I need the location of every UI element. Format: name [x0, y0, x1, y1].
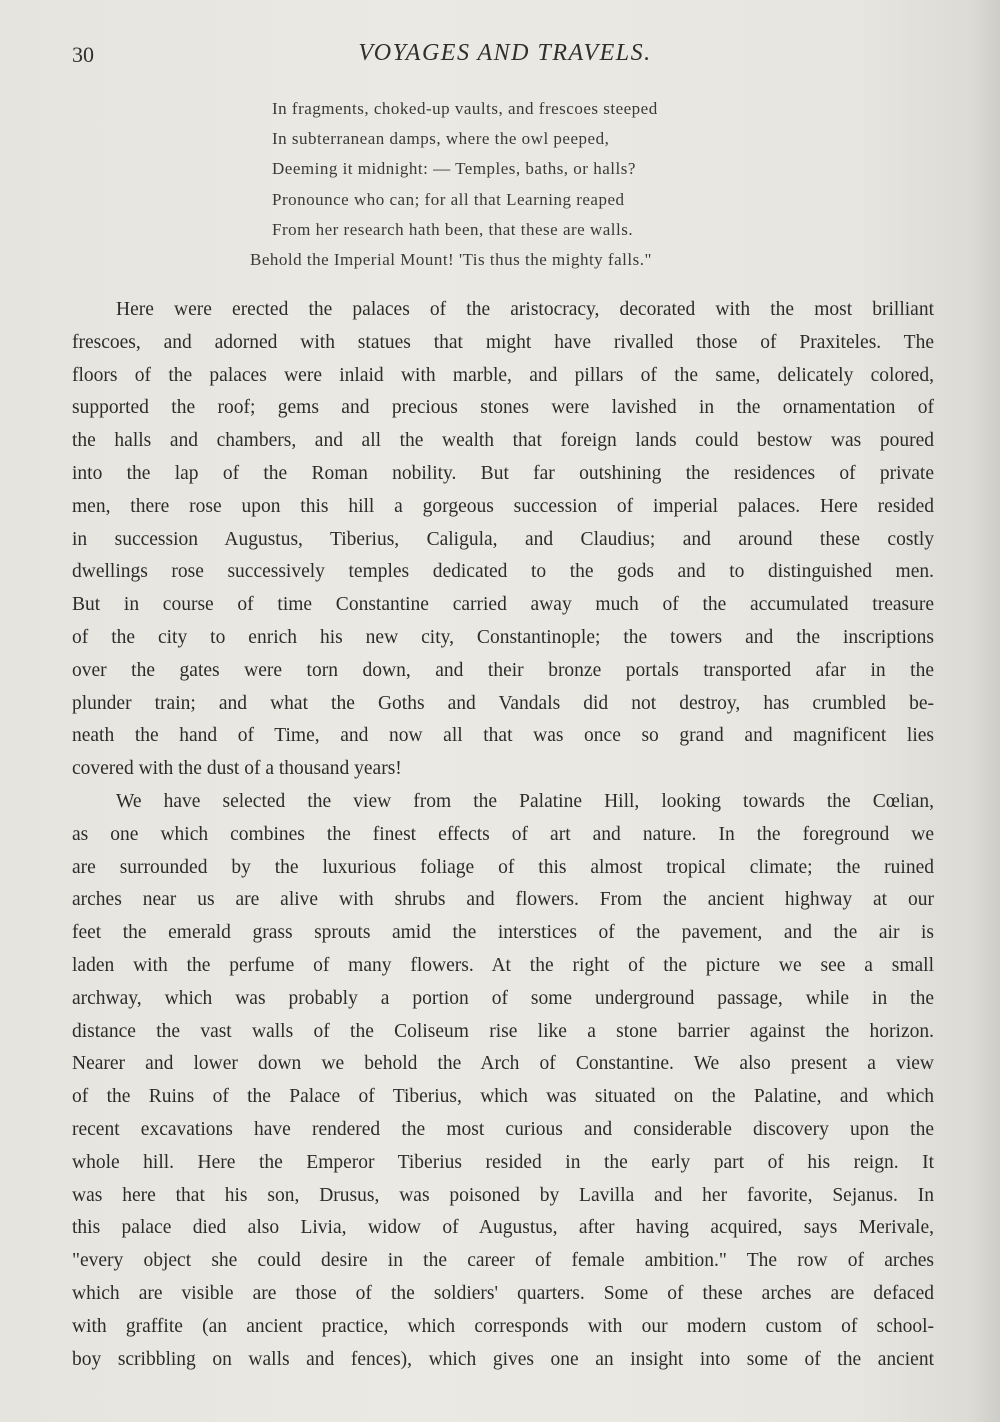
text-line: the halls and chambers, and all the wealth that foreign lands could bestow was poured: [72, 430, 934, 452]
text-line: which are visible are those of the soldiers' quarters. Some of these arches are defaced: [72, 1282, 934, 1304]
text-line: over the gates were torn down, and their bronze portals transported afar in the: [72, 659, 934, 681]
running-head: VOYAGES AND TRAVELS.: [358, 40, 652, 66]
verse-quotation: [250, 94, 770, 275]
text-line: But in course of time Constantine carried away much of the accumulated treasure: [72, 594, 934, 616]
text-line: plunder train; and what the Goths and Vandals did not destroy, has crumbled be-: [72, 692, 934, 714]
verse-line: From her research hath been, that these are walls.: [272, 219, 634, 239]
text-line: archway, which was probably a portion of some underground passage, while in the: [72, 987, 934, 1009]
text-line: covered with the dust of a thousand years!: [72, 758, 402, 780]
paragraph-1: [72, 294, 934, 786]
body-text: [72, 294, 934, 1376]
text-line: of the city to enrich his new city, Constantinople; the towers and the inscriptions: [72, 626, 934, 648]
text-line: Nearer and lower down we behold the Arch of Constantine. We also present a view: [72, 1053, 934, 1075]
text-line: arches near us are alive with shrubs and flowers. From the ancient highway at our: [72, 889, 934, 911]
verse-line: Behold the Imperial Mount! 'Tis thus the mighty falls.": [250, 249, 652, 269]
text-line: dwellings rose successively temples dedicated to the gods and to distinguished men.: [72, 561, 934, 583]
text-line: boy scribbling on walls and fences), which gives one an insight into some of the ancient: [72, 1348, 934, 1370]
text-line: neath the hand of Time, and now all that was once so grand and magnificent lies: [72, 725, 934, 747]
text-line: was here that his son, Drusus, was poisoned by Lavilla and her favorite, Sejanus. In: [72, 1184, 934, 1206]
text-line: this palace died also Livia, widow of Augustus, after having acquired, says Merivale,: [72, 1217, 934, 1239]
text-line: supported the roof; gems and precious stones were lavished in the ornamentation of: [72, 397, 934, 419]
verse-line: In subterranean damps, where the owl peeped,: [272, 129, 610, 149]
text-line: whole hill. Here the Emperor Tiberius resided in the early part of his reign. It: [72, 1151, 934, 1173]
text-line: in succession Augustus, Tiberius, Caligula, and Claudius; and around these costly: [72, 528, 934, 550]
text-line: feet the emerald grass sprouts amid the interstices of the pavement, and the air is: [72, 922, 934, 944]
verse-line: Deeming it midnight: — Temples, baths, or halls?: [272, 159, 636, 179]
verse-line: Pronounce who can; for all that Learning reaped: [272, 189, 625, 209]
text-line: recent excavations have rendered the most curious and considerable discovery upon the: [72, 1118, 934, 1140]
text-line: as one which combines the finest effects of art and nature. In the foreground we: [72, 823, 934, 845]
text-line: are surrounded by the luxurious foliage of this almost tropical climate; the ruined: [72, 856, 934, 878]
text-line: distance the vast walls of the Coliseum rise like a stone barrier against the horizon.: [72, 1020, 934, 1042]
text-line: "every object she could desire in the career of female ambition." The row of arches: [72, 1250, 934, 1272]
page-number: 30: [72, 42, 94, 67]
verse-line: In fragments, choked-up vaults, and frescoes steeped: [272, 99, 658, 118]
page-header: [72, 40, 938, 74]
text-line: with graffite (an ancient practice, which corresponds with our modern custom of school-: [72, 1315, 934, 1337]
paragraph-2: [72, 786, 934, 1376]
text-line: frescoes, and adorned with statues that might have rivalled those of Praxiteles. The: [72, 331, 934, 353]
text-line: of the Ruins of the Palace of Tiberius, which was situated on the Palatine, and which: [72, 1086, 934, 1108]
text-line: laden with the perfume of many flowers. At the right of the picture we see a small: [72, 954, 934, 976]
text-line: Here were erected the palaces of the aristocracy, decorated with the most brilliant: [116, 299, 934, 320]
text-line: into the lap of the Roman nobility. But far outshining the residences of private: [72, 462, 934, 484]
text-line: men, there rose upon this hill a gorgeous succession of imperial palaces. Here resided: [72, 495, 934, 517]
text-line: We have selected the view from the Palatine Hill, looking towards the Cœlian,: [116, 790, 934, 812]
text-line: floors of the palaces were inlaid with marble, and pillars of the same, delicately colored,: [72, 364, 934, 386]
